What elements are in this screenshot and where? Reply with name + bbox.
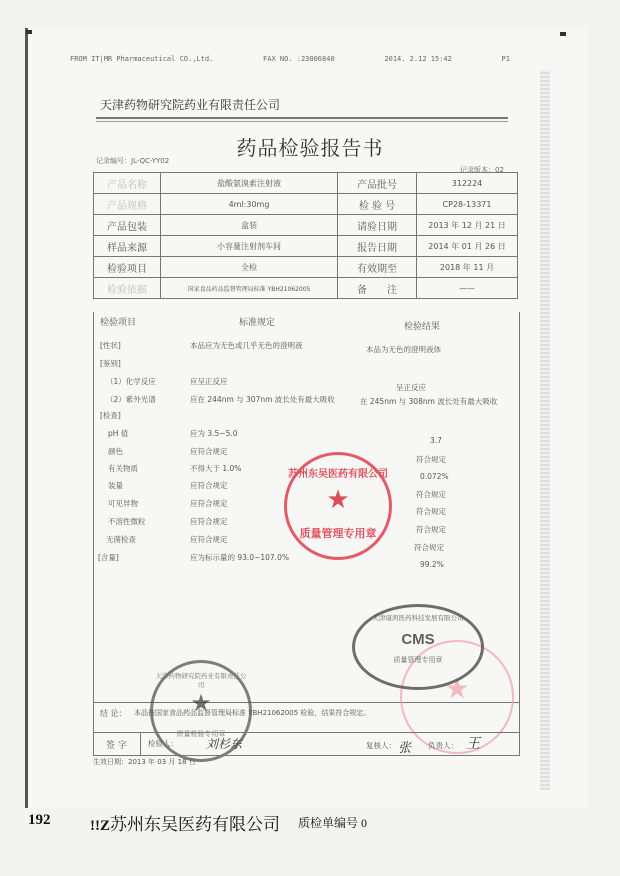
item-sterility: 无菌检查 bbox=[106, 535, 136, 544]
table-row bbox=[94, 236, 518, 257]
inspector-label: 检验人： bbox=[148, 739, 178, 748]
fax-header bbox=[70, 55, 510, 63]
std-insoluble-particles: 应符合规定 bbox=[190, 517, 228, 526]
footer-company-name: 苏州东吴医药有限公司 bbox=[110, 815, 280, 834]
item-chem-reaction: （1）化学反应 bbox=[106, 377, 156, 386]
std-uv-spectrum: 应在 244nm 与 307nm 波长处有最大吸收 bbox=[190, 395, 335, 404]
label-product-name: 产品名称 bbox=[94, 173, 161, 194]
std-chem-reaction: 应呈正反应 bbox=[190, 377, 228, 386]
res-sterility: 符合规定 bbox=[414, 543, 444, 552]
header-item: 检验项目 bbox=[100, 318, 137, 328]
label-remarks: 备 注 bbox=[338, 278, 417, 299]
item-assay: [含量] bbox=[98, 553, 119, 562]
stamp-center-text: 质量管理专用章 bbox=[299, 527, 377, 540]
stamp-ring-text: 苏州东吴医药有限公司 bbox=[288, 469, 388, 480]
stamp-ring-text: 天津康鸿医药科技发展有限公司 bbox=[372, 614, 464, 622]
res-color: 符合规定 bbox=[416, 455, 446, 464]
stamp-ring-text: 天津药物研究院药业有限责任公司 bbox=[155, 672, 247, 689]
std-assay: 应为标示量的 93.0~107.0% bbox=[190, 553, 289, 562]
value-batch-no: 312224 bbox=[417, 173, 518, 194]
record-version: 记录版本：02 bbox=[460, 166, 504, 174]
value-expiry: 2018 年 11 月 bbox=[417, 257, 518, 278]
label-report-date: 报告日期 bbox=[338, 236, 417, 257]
item-fill-volume: 装量 bbox=[108, 481, 123, 490]
std-appearance: 本品应为无色或几乎无色的澄明液 bbox=[190, 341, 303, 350]
label-packaging: 产品包装 bbox=[94, 215, 161, 236]
value-remarks: —— bbox=[417, 278, 518, 299]
label-request-date: 请验日期 bbox=[338, 215, 417, 236]
stamp-bottom-text: 质量检验专用章 bbox=[176, 730, 226, 738]
fax-edge-noise bbox=[540, 70, 550, 790]
table-row bbox=[94, 257, 518, 278]
std-visible-particles: 应符合规定 bbox=[190, 499, 228, 508]
header-result: 检验结果 bbox=[404, 322, 441, 332]
item-visible-particles: 可见异物 bbox=[108, 499, 138, 508]
item-color: 颜色 bbox=[108, 447, 123, 456]
reviewer-signature: 张 bbox=[398, 741, 412, 756]
value-spec: 4ml:30mg bbox=[161, 194, 338, 215]
divider bbox=[140, 733, 141, 755]
res-insoluble-particles: 符合规定 bbox=[416, 525, 446, 534]
label-expiry: 有效期至 bbox=[338, 257, 417, 278]
record-number: 记录编号：JL-QC-YY02 bbox=[96, 157, 170, 165]
conclusion-label: 结 论： bbox=[100, 709, 127, 718]
value-report-date: 2014 年 01 月 26 日 bbox=[417, 236, 518, 257]
table-row bbox=[94, 278, 518, 299]
item-identification: [鉴别] bbox=[100, 359, 121, 368]
label-batch-no: 产品批号 bbox=[338, 173, 417, 194]
inspector-signature: 刘杉东 bbox=[206, 737, 243, 751]
item-related-substances: 有关物质 bbox=[108, 464, 138, 473]
reviewer-label: 复核人： bbox=[366, 741, 396, 750]
item-appearance: [性状] bbox=[100, 341, 121, 350]
page-number: 192 bbox=[28, 812, 51, 828]
company-name: 天津药物研究院药业有限责任公司 bbox=[100, 98, 281, 112]
corner-mark bbox=[560, 32, 566, 36]
std-fill-volume: 应符合规定 bbox=[190, 481, 228, 490]
effective-date: 生效日期：2013 年 03 月 18 日 bbox=[93, 758, 196, 766]
table-row bbox=[94, 194, 518, 215]
star-icon: ★ bbox=[326, 485, 350, 515]
label-spec: 产品规格 bbox=[94, 194, 161, 215]
fax-from: FROM IT|MR Pharmaceutical CO.,Ltd. bbox=[70, 55, 214, 63]
divider bbox=[96, 117, 508, 119]
dongwu-quality-stamp bbox=[284, 452, 392, 560]
item-ph: pH 值 bbox=[108, 429, 129, 438]
label-sample-source: 样品来源 bbox=[94, 236, 161, 257]
report-title: 药品检验报告书 bbox=[236, 136, 384, 160]
value-request-date: 2013 年 12 月 21 日 bbox=[417, 215, 518, 236]
value-test-items: 全检 bbox=[161, 257, 338, 278]
fax-number: FAX NO. :23006840 bbox=[263, 55, 335, 63]
item-tests: [检查] bbox=[100, 411, 121, 420]
product-info-table bbox=[93, 172, 518, 299]
conclusion-text: 本品按国家食品药品监督管理局标准 YBH21062005 检验，结果符合规定。 bbox=[134, 709, 371, 717]
std-sterility: 应符合规定 bbox=[190, 535, 228, 544]
value-sample-source: 小容量注射剂车间 bbox=[161, 236, 338, 257]
cms-stamp bbox=[352, 604, 484, 690]
item-insoluble-particles: 不溶性微粒 bbox=[108, 517, 146, 526]
star-icon: ★ bbox=[444, 672, 470, 705]
table-row bbox=[94, 215, 518, 236]
conclusion-section bbox=[93, 700, 520, 733]
item-uv-spectrum: （2）紫外光谱 bbox=[106, 395, 156, 404]
corner-mark bbox=[26, 30, 32, 34]
divider bbox=[96, 121, 508, 122]
res-visible-particles: 符合规定 bbox=[416, 507, 446, 516]
cms-logo: CMS bbox=[401, 631, 435, 648]
star-icon: ★ bbox=[190, 689, 212, 717]
std-related-substances: 不得大于 1.0% bbox=[190, 464, 242, 473]
value-packaging: 盒装 bbox=[161, 215, 338, 236]
res-assay: 99.2% bbox=[420, 560, 444, 569]
signature-label: 签 字 bbox=[106, 741, 127, 751]
res-ph: 3.7 bbox=[430, 436, 442, 445]
label-inspection-no: 检 验 号 bbox=[338, 194, 417, 215]
manager-label: 负责人： bbox=[428, 741, 458, 750]
header-standard: 标准规定 bbox=[239, 318, 276, 328]
std-color: 应符合规定 bbox=[190, 447, 228, 456]
res-appearance: 本品为无色的澄明液体 bbox=[366, 345, 441, 354]
res-related-substances: 0.072% bbox=[420, 472, 449, 481]
res-uv-spectrum: 在 245nm 与 308nm 波长处有最大吸收 bbox=[360, 397, 498, 406]
manager-signature: 王 bbox=[466, 736, 480, 752]
table-row bbox=[94, 173, 518, 194]
footer-company bbox=[90, 810, 280, 835]
value-inspection-no: CP28-13371 bbox=[417, 194, 518, 215]
label-basis: 检验依据 bbox=[94, 278, 161, 299]
label-test-items: 检验项目 bbox=[94, 257, 161, 278]
value-product-name: 盐酸氨溴索注射液 bbox=[161, 173, 338, 194]
std-ph: 应为 3.5~5.0 bbox=[190, 429, 238, 438]
res-fill-volume: 符合规定 bbox=[416, 490, 446, 499]
signature-row bbox=[93, 733, 520, 756]
qc-sheet-number: 质检单编号 0 bbox=[298, 816, 368, 830]
fax-datetime: 2014. 2.12 15:42 bbox=[384, 55, 452, 63]
value-basis: 国家食品药品监督管理局标准 YBH21062005 bbox=[161, 278, 338, 299]
fax-page: P1 bbox=[501, 55, 510, 63]
footer-prefix: !!Z bbox=[90, 818, 110, 834]
stamp-bottom-text: 质量管理专用章 bbox=[393, 656, 443, 664]
res-chem-reaction: 呈正反应 bbox=[396, 383, 426, 392]
